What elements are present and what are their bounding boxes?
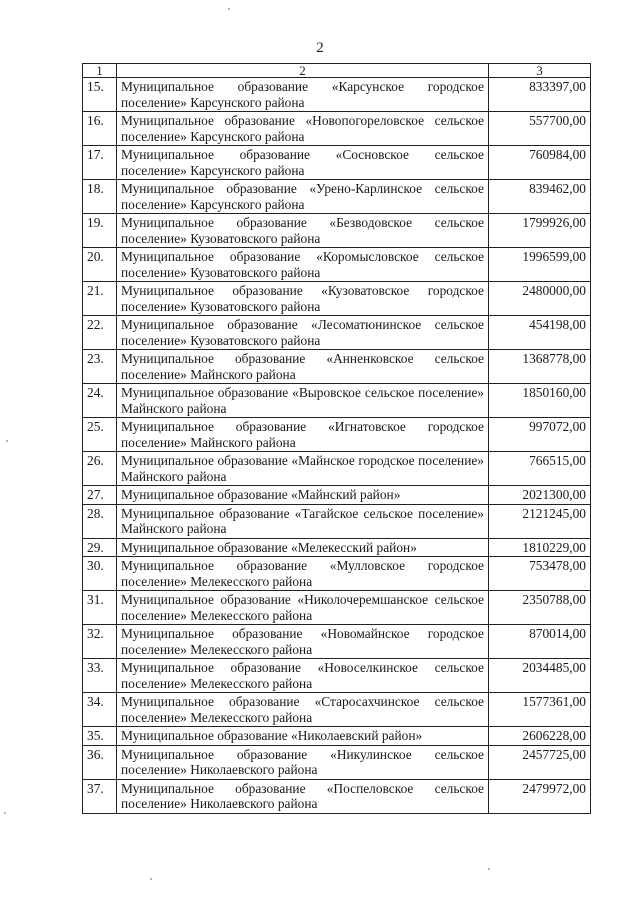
amount-value: 1799926,00 — [489, 214, 591, 248]
amount-value: 557700,00 — [489, 112, 591, 146]
row-number: 34. — [83, 693, 117, 727]
municipality-name: Муниципальное образование «Кузоватовское городское поселение» Кузоватовского района — [117, 282, 489, 316]
table-row — [83, 248, 591, 282]
row-number: 25. — [83, 418, 117, 452]
municipality-name: Муниципальное образование «Николаевский район» — [117, 727, 489, 746]
municipality-name: Муниципальное образование «Старосахчинское сельское поселение» Мелекесского района — [117, 693, 489, 727]
municipality-name: Муниципальное образование «Урено-Карлинское сельское поселение» Карсунского района — [117, 180, 489, 214]
amount-value: 2021300,00 — [489, 486, 591, 505]
amount-value: 753478,00 — [489, 557, 591, 591]
table-header-row — [83, 64, 591, 78]
municipality-name: Муниципальное образование «Майнский район» — [117, 486, 489, 505]
table-row — [83, 745, 591, 779]
municipality-name: Муниципальное образование «Майнское городское поселение» Майнского района — [117, 452, 489, 486]
amount-value: 870014,00 — [489, 625, 591, 659]
page-number: 2 — [316, 40, 324, 56]
table-row — [83, 591, 591, 625]
municipality-name: Муниципальное образование «Мелекесский район» — [117, 538, 489, 557]
row-number: 20. — [83, 248, 117, 282]
table-row — [83, 384, 591, 418]
table-row — [83, 350, 591, 384]
row-number: 23. — [83, 350, 117, 384]
row-number: 18. — [83, 180, 117, 214]
amount-value: 833397,00 — [489, 78, 591, 112]
allocation-table — [82, 63, 591, 814]
scan-speck — [4, 812, 6, 814]
row-number: 29. — [83, 538, 117, 557]
row-number: 22. — [83, 316, 117, 350]
municipality-name: Муниципальное образование «Сосновское сельское поселение» Карсунского района — [117, 146, 489, 180]
municipality-name: Муниципальное образование «Тагайское сельское поселение» Майнского района — [117, 504, 489, 538]
table-row — [83, 504, 591, 538]
amount-value: 2457725,00 — [489, 745, 591, 779]
table-row — [83, 486, 591, 505]
table-row — [83, 693, 591, 727]
amount-value: 454198,00 — [489, 316, 591, 350]
table-row — [83, 452, 591, 486]
scan-speck — [150, 878, 152, 880]
table-row — [83, 659, 591, 693]
table-row — [83, 779, 591, 813]
amount-value: 2480000,00 — [489, 282, 591, 316]
amount-value: 1368778,00 — [489, 350, 591, 384]
table-row — [83, 625, 591, 659]
municipality-name: Муниципальное образование «Новомайнское городское поселение» Мелекесского района — [117, 625, 489, 659]
table-row — [83, 214, 591, 248]
municipality-name: Муниципальное образование «Лесоматюнинское сельское поселение» Кузоватовского района — [117, 316, 489, 350]
amount-value: 2034485,00 — [489, 659, 591, 693]
row-number: 19. — [83, 214, 117, 248]
municipality-name: Муниципальное образование «Выровское сельское поселение» Майнского района — [117, 384, 489, 418]
table-row — [83, 557, 591, 591]
municipality-name: Муниципальное образование «Николочеремшанское сельское поселение» Мелекесского района — [117, 591, 489, 625]
amount-value: 2479972,00 — [489, 779, 591, 813]
amount-value: 997072,00 — [489, 418, 591, 452]
row-number: 24. — [83, 384, 117, 418]
header-col-amount: 3 — [489, 64, 591, 78]
table-row — [83, 418, 591, 452]
table-row — [83, 316, 591, 350]
row-number: 27. — [83, 486, 117, 505]
row-number: 21. — [83, 282, 117, 316]
municipality-name: Муниципальное образование «Игнатовское городское поселение» Майнского района — [117, 418, 489, 452]
amount-value: 1577361,00 — [489, 693, 591, 727]
municipality-name: Муниципальное образование «Коромысловское сельское поселение» Кузоватовского района — [117, 248, 489, 282]
row-number: 17. — [83, 146, 117, 180]
municipality-name: Муниципальное образование «Никулинское сельское поселение» Николаевского района — [117, 745, 489, 779]
municipality-name: Муниципальное образование «Анненковское сельское поселение» Майнского района — [117, 350, 489, 384]
table-row — [83, 538, 591, 557]
amount-value: 766515,00 — [489, 452, 591, 486]
row-number: 33. — [83, 659, 117, 693]
amount-value: 839462,00 — [489, 180, 591, 214]
municipality-name: Муниципальное образование «Мулловское городское поселение» Мелекесского района — [117, 557, 489, 591]
amount-value: 2606228,00 — [489, 727, 591, 746]
amount-value: 1996599,00 — [489, 248, 591, 282]
table-row — [83, 282, 591, 316]
table-row — [83, 727, 591, 746]
amount-value: 2350788,00 — [489, 591, 591, 625]
scan-speck — [488, 868, 490, 870]
amount-value: 760984,00 — [489, 146, 591, 180]
scan-speck — [6, 440, 8, 442]
municipality-name: Муниципальное образование «Безводовское сельское поселение» Кузоватовского района — [117, 214, 489, 248]
row-number: 37. — [83, 779, 117, 813]
table-row — [83, 180, 591, 214]
row-number: 26. — [83, 452, 117, 486]
amount-value: 2121245,00 — [489, 504, 591, 538]
table-row — [83, 112, 591, 146]
row-number: 36. — [83, 745, 117, 779]
amount-value: 1810229,00 — [489, 538, 591, 557]
row-number: 35. — [83, 727, 117, 746]
row-number: 28. — [83, 504, 117, 538]
municipality-name: Муниципальное образование «Новоселкинское сельское поселение» Мелекесского района — [117, 659, 489, 693]
municipality-name: Муниципальное образование «Карсунское городское поселение» Карсунского района — [117, 78, 489, 112]
header-col-name: 2 — [117, 64, 489, 78]
row-number: 15. — [83, 78, 117, 112]
row-number: 32. — [83, 625, 117, 659]
table-row — [83, 78, 591, 112]
row-number: 31. — [83, 591, 117, 625]
header-col-number: 1 — [83, 64, 117, 78]
row-number: 16. — [83, 112, 117, 146]
table-row — [83, 146, 591, 180]
municipality-name: Муниципальное образование «Новопогореловское сельское поселение» Карсунского района — [117, 112, 489, 146]
municipality-name: Муниципальное образование «Поспеловское сельское поселение» Николаевского района — [117, 779, 489, 813]
amount-value: 1850160,00 — [489, 384, 591, 418]
scan-speck — [228, 8, 230, 10]
row-number: 30. — [83, 557, 117, 591]
